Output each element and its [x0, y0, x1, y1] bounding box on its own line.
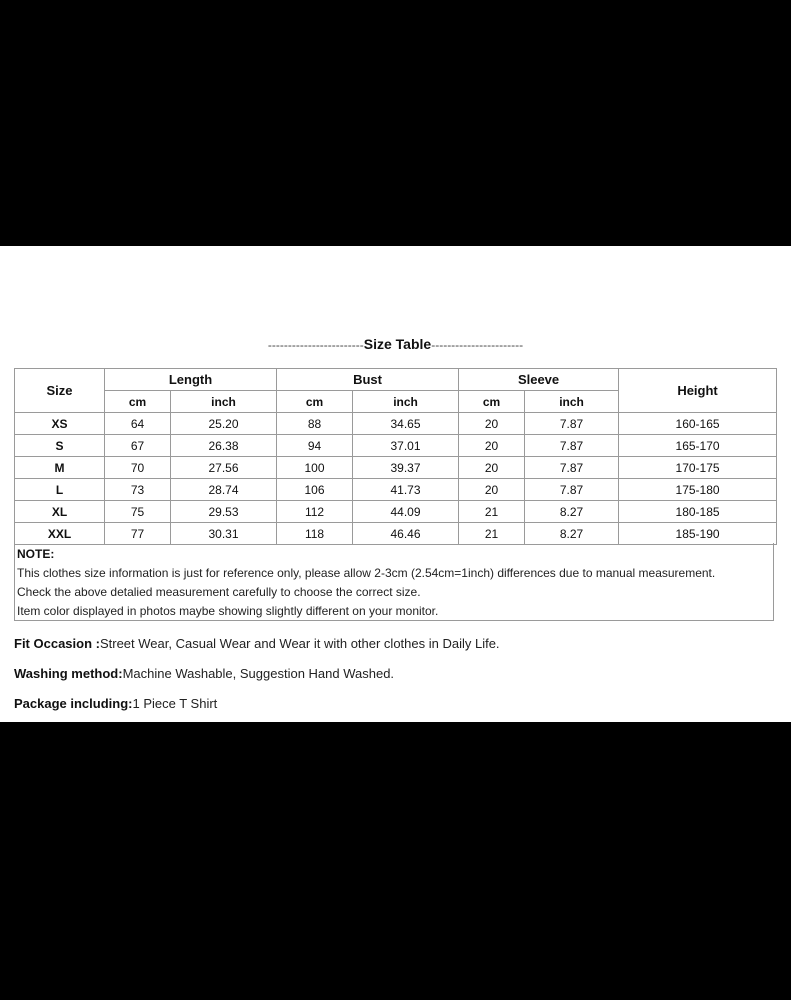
- package-including-line: [14, 696, 217, 711]
- length-inch-cell: 29.53: [171, 501, 277, 523]
- bust-cm-cell: 106: [277, 479, 353, 501]
- sleeve-cm-cell: 21: [459, 523, 525, 545]
- sleeve-cm-cell: 20: [459, 479, 525, 501]
- table-row: [15, 501, 777, 523]
- fit-occasion-line: [14, 636, 500, 651]
- sleeve-inch-cell: 8.27: [525, 501, 619, 523]
- sleeve-cm-cell: 20: [459, 413, 525, 435]
- bust-inch-cell: 39.37: [353, 457, 459, 479]
- sleeve-cm-cell: 20: [459, 435, 525, 457]
- note-line: Item color displayed in photos maybe showing slightly different on your monitor.: [17, 604, 439, 618]
- height-cell: 170-175: [619, 457, 777, 479]
- sleeve-inch-cell: 8.27: [525, 523, 619, 545]
- bust-cm-cell: 94: [277, 435, 353, 457]
- length-cm-cell: 64: [105, 413, 171, 435]
- title-text: Size Table: [363, 336, 432, 352]
- length-inch-cell: 28.74: [171, 479, 277, 501]
- sleeve-inch-cell: 7.87: [525, 413, 619, 435]
- bust-inch-cell: 34.65: [353, 413, 459, 435]
- size-cell: L: [15, 479, 105, 501]
- bust-cm-cell: 118: [277, 523, 353, 545]
- length-inch-cell: 25.20: [171, 413, 277, 435]
- size-cell: S: [15, 435, 105, 457]
- size-cell: M: [15, 457, 105, 479]
- washing-method-line: [14, 666, 394, 681]
- sleeve-header: Sleeve: [459, 369, 619, 391]
- bottom-black-band: [0, 722, 791, 1000]
- length-inch-cell: 26.38: [171, 435, 277, 457]
- fit-occasion-value: Street Wear, Casual Wear and Wear it with other clothes in Daily Life.: [99, 636, 500, 651]
- size-cell: XXL: [15, 523, 105, 545]
- unit-header: inch: [171, 391, 277, 413]
- fit-occasion-label: Fit Occasion :: [14, 636, 100, 651]
- height-cell: 185-190: [619, 523, 777, 545]
- length-cm-cell: 70: [105, 457, 171, 479]
- length-cm-cell: 73: [105, 479, 171, 501]
- table-row: [15, 479, 777, 501]
- title-dashes-left: ------------------------: [267, 338, 364, 352]
- note-box: [14, 543, 774, 621]
- sleeve-cm-cell: 21: [459, 501, 525, 523]
- bust-inch-cell: 44.09: [353, 501, 459, 523]
- top-black-band: [0, 0, 791, 246]
- bust-inch-cell: 46.46: [353, 523, 459, 545]
- package-including-label: Package including:: [14, 696, 133, 711]
- package-including-value: 1 Piece T Shirt: [132, 696, 218, 711]
- table-row: [15, 435, 777, 457]
- height-header: Height: [619, 369, 777, 413]
- size-header: Size: [15, 369, 105, 413]
- table-group-header-row: [15, 369, 777, 391]
- washing-method-value: Machine Washable, Suggestion Hand Washed.: [122, 666, 395, 681]
- sleeve-inch-cell: 7.87: [525, 435, 619, 457]
- height-cell: 175-180: [619, 479, 777, 501]
- bust-inch-cell: 37.01: [353, 435, 459, 457]
- length-header: Length: [105, 369, 277, 391]
- note-title: NOTE:: [17, 547, 55, 561]
- length-inch-cell: 30.31: [171, 523, 277, 545]
- unit-header: inch: [353, 391, 459, 413]
- length-cm-cell: 67: [105, 435, 171, 457]
- title-dashes-right: -----------------------: [431, 338, 524, 352]
- table-row: [15, 413, 777, 435]
- sleeve-inch-cell: 7.87: [525, 479, 619, 501]
- unit-header: cm: [277, 391, 353, 413]
- note-line: Check the above detalied measurement carefully to choose the correct size.: [17, 585, 421, 599]
- size-cell: XS: [15, 413, 105, 435]
- bust-cm-cell: 112: [277, 501, 353, 523]
- unit-header: cm: [459, 391, 525, 413]
- size-table: [14, 368, 777, 545]
- table-row: [15, 523, 777, 545]
- unit-header: inch: [525, 391, 619, 413]
- size-chart-panel: [0, 246, 791, 722]
- height-cell: 160-165: [619, 413, 777, 435]
- bust-inch-cell: 41.73: [353, 479, 459, 501]
- unit-header: cm: [105, 391, 171, 413]
- bust-cm-cell: 100: [277, 457, 353, 479]
- bust-header: Bust: [277, 369, 459, 391]
- bust-cm-cell: 88: [277, 413, 353, 435]
- size-table-title: [0, 336, 791, 352]
- size-cell: XL: [15, 501, 105, 523]
- length-cm-cell: 75: [105, 501, 171, 523]
- length-cm-cell: 77: [105, 523, 171, 545]
- note-line: This clothes size information is just for reference only, please allow 2-3cm (2.54cm=1inch) differences due to manual measurement.: [17, 566, 716, 580]
- height-cell: 165-170: [619, 435, 777, 457]
- table-row: [15, 457, 777, 479]
- sleeve-inch-cell: 7.87: [525, 457, 619, 479]
- height-cell: 180-185: [619, 501, 777, 523]
- sleeve-cm-cell: 20: [459, 457, 525, 479]
- length-inch-cell: 27.56: [171, 457, 277, 479]
- washing-method-label: Washing method:: [14, 666, 123, 681]
